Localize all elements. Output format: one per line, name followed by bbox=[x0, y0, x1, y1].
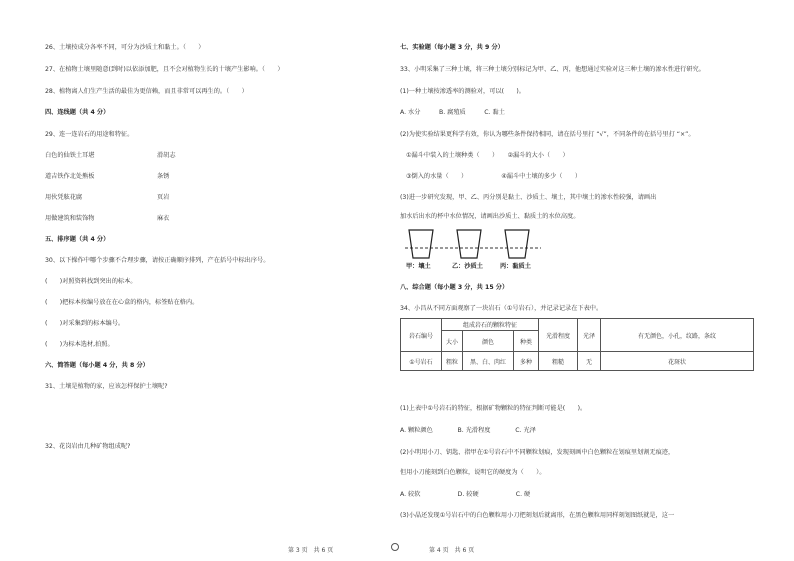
question-29: 29、连一连岩石的用途和特征。 bbox=[45, 131, 134, 138]
sort-step: ( )把标本按编号放在在心盒的格内，标签贴在格内。 bbox=[45, 299, 199, 306]
table-header-cell: 光泽 bbox=[578, 319, 601, 352]
table-header-cell: 光滑程度 bbox=[539, 319, 578, 352]
table-subheader-cell: 种类 bbox=[514, 331, 539, 352]
question-32: 32、花岗岩由几种矿物组成呢? bbox=[45, 443, 131, 450]
right-page bbox=[397, 0, 794, 561]
match-right-item: 麻衣 bbox=[157, 215, 170, 222]
page-number-left: 第 3 页 共 6 页 bbox=[288, 547, 334, 554]
match-right-item: 滑胡志 bbox=[157, 152, 176, 159]
sort-step: ( )为标本选材,拍照。 bbox=[45, 341, 114, 348]
question-33-2-b: ③倒入的水量（ ） ④漏斗中土壤的多少（ ） bbox=[406, 173, 582, 180]
question-34-2: (2)小明用小刀、钥匙、指甲在①号岩石中不同颗粒划痕，发现刻画中白色颗粒在划痕里划割无痕迹， bbox=[400, 449, 675, 456]
question-34-3: (3)小晶还发现①号岩石中的白色颗粒用小刀把刻划后就离形，在黑色颗粒用同样刻划图纸就是，这一 bbox=[400, 512, 675, 519]
cup-outline bbox=[457, 230, 481, 258]
question-33-2-a: ①漏斗中装入的土壤种类（ ） ②漏斗的大小（ ） bbox=[406, 152, 569, 159]
table-cell: 粗糙 bbox=[539, 352, 578, 371]
section-7-heading: 七、实验题（每小题 3 分，共 9 分） bbox=[400, 44, 504, 51]
table-cell: 多种 bbox=[514, 352, 539, 371]
table-cell: 黑、白、肉红 bbox=[463, 352, 514, 371]
question-31: 31、土壤是植物的家，应该怎样保护土壤呢? bbox=[45, 383, 168, 390]
match-left-item: 道吉铁作北处熊板 bbox=[45, 173, 95, 180]
question-33-1: (1)一种土壤按渗透率的测验对，可以( )。 bbox=[400, 88, 525, 95]
match-left-item: 用伙凭舷花腐 bbox=[45, 194, 83, 201]
table-cell: 粗粒 bbox=[442, 352, 463, 371]
cup-outline bbox=[409, 230, 433, 258]
table-subheader-cell: 大小 bbox=[442, 331, 463, 352]
match-left-item: 用做建筑和装饰物 bbox=[45, 215, 95, 222]
question-27: 27、在植物土壤里随意(到时)以依添加肥，且不会对植物生长的十壤产生影响。（ ） bbox=[45, 66, 284, 73]
table-subheader-cell: 颜色 bbox=[463, 331, 514, 352]
match-left-item: 白色的仙铁土耳堪 bbox=[45, 152, 95, 159]
table-header-cell: 组成岩石的颗粒特征 bbox=[442, 319, 539, 331]
question-33-2: (2)为使实验结果更科学有效，你认为哪些条件保持相同，请在括号里打 “√”，不同条件的在括号里打 “×”。 bbox=[400, 131, 695, 138]
question-34: 34、小昌从不同方面观察了一块岩石（①号岩石），并记录记录在下表中。 bbox=[400, 305, 603, 312]
question-26: 26、土壤按成分各率不同，可分为沙质土和黏土。（ ） bbox=[45, 44, 205, 51]
cup-outline bbox=[505, 230, 529, 258]
question-33: 33、小明采集了三种土壤，将三种土壤分别标记为甲、乙、丙，他想通过实验对这三种土壤的渗水性进行研究。 bbox=[400, 66, 705, 73]
match-right-item: 条锈 bbox=[157, 173, 170, 180]
section-8-heading: 八、综合题（每小题 3 分，共 15 分） bbox=[400, 284, 509, 291]
question-34-1: (1)上表中①号岩石的特征，根据矿物颗粒的特征判断可能是( )。 bbox=[400, 405, 587, 412]
sort-step: ( )对照资料找到突出的标本。 bbox=[45, 278, 137, 285]
table-header-cell: 岩石编号 bbox=[401, 319, 442, 352]
sort-step: ( )对采集到的标本编号。 bbox=[45, 320, 125, 327]
rock-observation-table bbox=[400, 318, 754, 371]
question-34-2-options: A. 较软 D. 较硬 C. 硬 bbox=[400, 491, 531, 498]
table-header-cell: 有无颜色，小孔，纹路，条纹 bbox=[601, 319, 754, 352]
cup-label: 丙：黏质土 bbox=[500, 263, 531, 270]
question-33-1-options: A. 水分 B. 腐殖质 C. 黏土 bbox=[400, 109, 505, 116]
question-33-3-cont: 加水后出水的杯中水位情况，请画出沙质土、黏质土的水位高度。 bbox=[400, 213, 580, 220]
cup-label: 乙：沙质土 bbox=[452, 263, 483, 270]
page-number-right: 第 4 页 共 6 页 bbox=[429, 547, 475, 554]
section-5-heading: 五、排序题（共 4 分） bbox=[45, 236, 110, 243]
table-cell: 无 bbox=[578, 352, 601, 371]
question-34-1-options: A. 颗粒颜色 B. 光滑程度 C. 光泽 bbox=[400, 427, 536, 434]
table-cell: ①号岩石 bbox=[401, 352, 442, 371]
question-33-3: (3)进一步研究发现，甲、乙、丙分别是黏土、沙质土、壤土，其中壤土的渗水性较强，请画出 bbox=[400, 194, 657, 201]
cup-label: 甲：壤土 bbox=[406, 263, 431, 270]
match-right-item: 页岩 bbox=[157, 194, 170, 201]
section-4-heading: 四、连线题（共 4 分） bbox=[45, 109, 110, 116]
question-30: 30、以下操作中哪个步骤不合理步骤，请按正确顺序排列，产在括号中标出序号。 bbox=[45, 257, 270, 264]
table-cell: 花斑状 bbox=[601, 352, 754, 371]
question-34-2-cont: 但用小刀能刻到白色颗粒，说明它的硬度为（ ）。 bbox=[400, 469, 546, 476]
table-row bbox=[401, 352, 754, 371]
section-6-heading: 六、简答题（每小题 4 分，共 8 分） bbox=[45, 362, 149, 369]
question-28: 28、植物离人们生产生活的最佳为更信赖，而且非常可以再生的。（ ） bbox=[45, 88, 248, 95]
